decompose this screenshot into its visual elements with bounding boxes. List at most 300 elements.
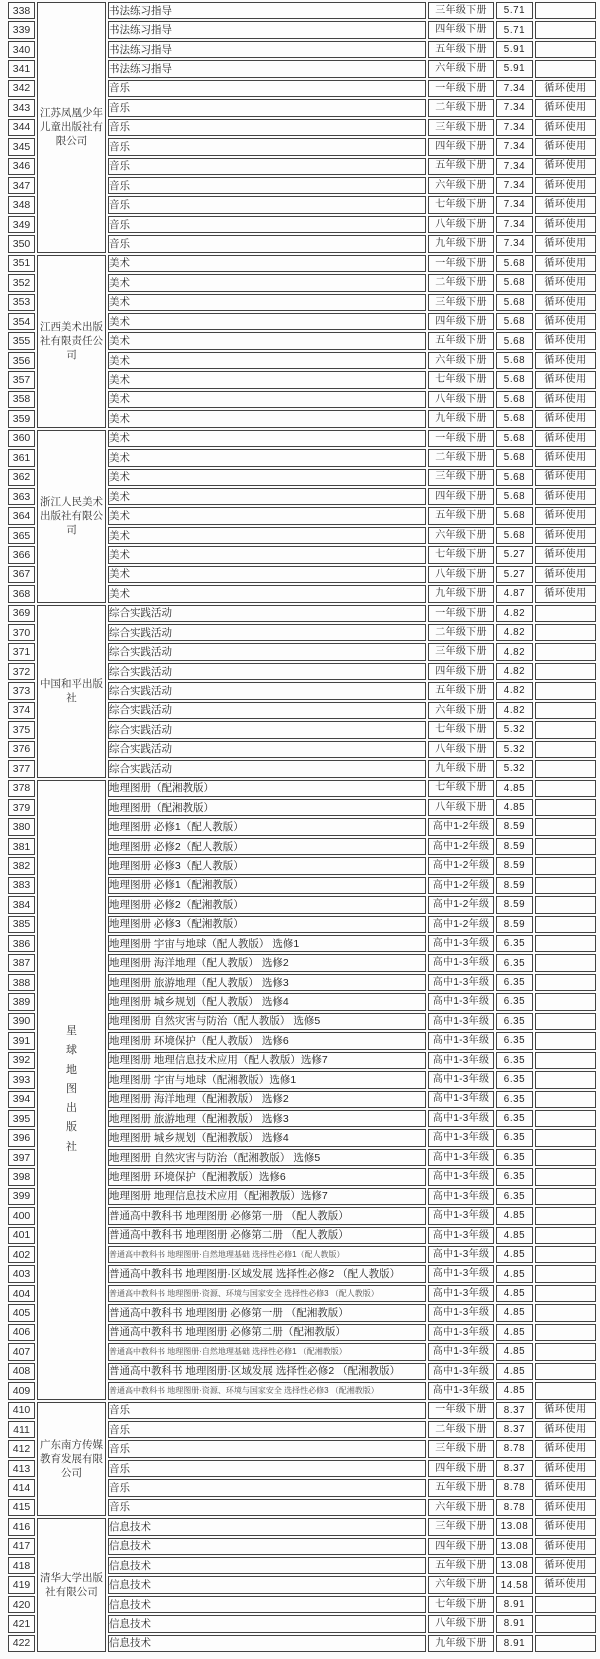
recycle-cell xyxy=(535,1615,596,1632)
row-number-cell: 374 xyxy=(8,702,35,719)
recycle-cell xyxy=(535,21,596,38)
title-cell: 美术 xyxy=(108,469,426,486)
title-cell: 综合实践活动 xyxy=(108,741,426,758)
grade-cell: 九年级下册 xyxy=(428,1635,494,1652)
row-number-cell: 421 xyxy=(8,1615,35,1632)
row-number-cell: 414 xyxy=(8,1479,35,1496)
title-cell: 地理图册 必修3（配湘教版） xyxy=(108,916,426,933)
row-number-cell: 367 xyxy=(8,566,35,583)
recycle-cell: 循环使用 xyxy=(535,585,596,602)
price-cell: 7.34 xyxy=(496,158,533,175)
row-number-cell: 394 xyxy=(8,1091,35,1108)
recycle-cell: 循环使用 xyxy=(535,216,596,233)
row-number-cell: 420 xyxy=(8,1596,35,1613)
grade-cell: 七年级下册 xyxy=(428,721,494,738)
title-cell: 美术 xyxy=(108,332,426,349)
price-cell: 5.27 xyxy=(496,546,533,563)
price-cell: 8.91 xyxy=(496,1615,533,1632)
title-cell: 美术 xyxy=(108,430,426,447)
row-number-cell: 351 xyxy=(8,255,35,272)
grade-cell: 高中1-3年级 xyxy=(428,1149,494,1166)
grade-cell: 七年级下册 xyxy=(428,780,494,797)
title-cell: 地理图册 地理信息技术应用（配湘教版）选修7 xyxy=(108,1188,426,1205)
row-number-cell: 357 xyxy=(8,371,35,388)
grade-cell: 四年级下册 xyxy=(428,21,494,38)
row-number-cell: 371 xyxy=(8,643,35,660)
row-number-cell: 390 xyxy=(8,1013,35,1030)
grade-cell: 六年级下册 xyxy=(428,1499,494,1516)
recycle-cell xyxy=(535,1149,596,1166)
title-cell: 地理图册 必修2（配湘教版） xyxy=(108,896,426,913)
grade-cell: 八年级下册 xyxy=(428,566,494,583)
price-cell: 4.85 xyxy=(496,1285,533,1302)
recycle-cell xyxy=(535,1052,596,1069)
grade-cell: 高中1-2年级 xyxy=(428,916,494,933)
row-number-cell: 407 xyxy=(8,1343,35,1360)
price-cell: 6.35 xyxy=(496,1052,533,1069)
price-cell: 4.82 xyxy=(496,624,533,641)
price-cell: 8.37 xyxy=(496,1460,533,1477)
grade-cell: 七年级下册 xyxy=(428,371,494,388)
price-cell: 14.58 xyxy=(496,1576,533,1593)
recycle-cell xyxy=(535,1168,596,1185)
recycle-cell xyxy=(535,1265,596,1282)
grade-cell: 二年级下册 xyxy=(428,1421,494,1438)
grade-cell: 六年级下册 xyxy=(428,177,494,194)
recycle-cell: 循环使用 xyxy=(535,566,596,583)
price-cell: 4.85 xyxy=(496,1304,533,1321)
grade-cell: 高中1-3年级 xyxy=(428,1052,494,1069)
title-cell: 地理图册（配湘教版） xyxy=(108,799,426,816)
row-number-cell: 366 xyxy=(8,546,35,563)
row-number-cell: 346 xyxy=(8,158,35,175)
grade-cell: 三年级下册 xyxy=(428,119,494,136)
row-number-cell: 360 xyxy=(8,430,35,447)
recycle-cell xyxy=(535,954,596,971)
title-cell: 美术 xyxy=(108,313,426,330)
grade-cell: 高中1-2年级 xyxy=(428,877,494,894)
recycle-cell xyxy=(535,643,596,660)
grade-cell: 四年级下册 xyxy=(428,488,494,505)
row-number-cell: 387 xyxy=(8,954,35,971)
row-number-cell: 350 xyxy=(8,235,35,252)
price-cell: 6.35 xyxy=(496,1091,533,1108)
table-row xyxy=(8,1402,596,1419)
title-cell: 音乐 xyxy=(108,138,426,155)
grade-cell: 八年级下册 xyxy=(428,391,494,408)
row-number-cell: 347 xyxy=(8,177,35,194)
table-row xyxy=(8,430,596,447)
recycle-cell: 循环使用 xyxy=(535,274,596,291)
title-cell: 信息技术 xyxy=(108,1557,426,1574)
price-cell: 5.68 xyxy=(496,469,533,486)
recycle-cell xyxy=(535,877,596,894)
title-cell: 信息技术 xyxy=(108,1538,426,1555)
title-cell: 音乐 xyxy=(108,177,426,194)
title-cell: 综合实践活动 xyxy=(108,643,426,660)
row-number-cell: 362 xyxy=(8,469,35,486)
title-cell: 地理图册 自然灾害与防治（配人教版） 选修5 xyxy=(108,1013,426,1030)
price-cell: 8.59 xyxy=(496,916,533,933)
title-cell: 信息技术 xyxy=(108,1518,426,1535)
price-cell: 6.35 xyxy=(496,1168,533,1185)
recycle-cell: 循环使用 xyxy=(535,1499,596,1516)
recycle-cell xyxy=(535,1227,596,1244)
row-number-cell: 397 xyxy=(8,1149,35,1166)
price-cell: 4.82 xyxy=(496,605,533,622)
publisher-cell xyxy=(37,255,106,428)
row-number-cell: 405 xyxy=(8,1304,35,1321)
title-cell: 地理图册 必修2（配人教版） xyxy=(108,838,426,855)
recycle-cell xyxy=(535,780,596,797)
price-cell: 13.08 xyxy=(496,1538,533,1555)
grade-cell: 五年级下册 xyxy=(428,507,494,524)
row-number-cell: 392 xyxy=(8,1052,35,1069)
row-number-cell: 361 xyxy=(8,449,35,466)
grade-cell: 三年级下册 xyxy=(428,469,494,486)
recycle-cell: 循环使用 xyxy=(535,1557,596,1574)
publisher-cell xyxy=(37,2,106,253)
row-number-cell: 345 xyxy=(8,138,35,155)
row-number-cell: 406 xyxy=(8,1324,35,1341)
grade-cell: 五年级下册 xyxy=(428,41,494,58)
row-number-cell: 359 xyxy=(8,410,35,427)
price-cell: 8.59 xyxy=(496,838,533,855)
price-cell: 4.85 xyxy=(496,1246,533,1263)
price-cell: 8.78 xyxy=(496,1499,533,1516)
grade-cell: 高中1-3年级 xyxy=(428,993,494,1010)
grade-cell: 高中1-3年级 xyxy=(428,1265,494,1282)
grade-cell: 六年级下册 xyxy=(428,352,494,369)
table-row xyxy=(8,1518,596,1535)
title-cell: 地理图册 环境保护（配湘教版）选修6 xyxy=(108,1168,426,1185)
price-cell: 6.35 xyxy=(496,974,533,991)
title-cell: 美术 xyxy=(108,391,426,408)
recycle-cell xyxy=(535,1188,596,1205)
price-cell: 4.85 xyxy=(496,780,533,797)
price-cell: 13.08 xyxy=(496,1518,533,1535)
grade-cell: 四年级下册 xyxy=(428,138,494,155)
recycle-cell xyxy=(535,1071,596,1088)
price-cell: 6.35 xyxy=(496,1188,533,1205)
row-number-cell: 419 xyxy=(8,1576,35,1593)
row-number-cell: 402 xyxy=(8,1246,35,1263)
price-cell: 5.71 xyxy=(496,2,533,19)
price-cell: 5.32 xyxy=(496,721,533,738)
grade-cell: 高中1-2年级 xyxy=(428,896,494,913)
recycle-cell xyxy=(535,974,596,991)
grade-cell: 二年级下册 xyxy=(428,449,494,466)
price-cell: 5.68 xyxy=(496,488,533,505)
grade-cell: 一年级下册 xyxy=(428,255,494,272)
grade-cell: 高中1-3年级 xyxy=(428,1091,494,1108)
price-cell: 6.35 xyxy=(496,1129,533,1146)
title-cell: 普通高中教科书 地理图册·区域发展 选择性必修2 （配人教版） xyxy=(108,1265,426,1282)
title-cell: 美术 xyxy=(108,527,426,544)
grade-cell: 高中1-3年级 xyxy=(428,1110,494,1127)
price-cell: 5.68 xyxy=(496,391,533,408)
recycle-cell: 循环使用 xyxy=(535,1479,596,1496)
grade-cell: 四年级下册 xyxy=(428,663,494,680)
recycle-cell xyxy=(535,1091,596,1108)
title-cell: 综合实践活动 xyxy=(108,624,426,641)
title-cell: 信息技术 xyxy=(108,1576,426,1593)
row-number-cell: 412 xyxy=(8,1440,35,1457)
publisher-name: 浙江人民美术出版社有限公司 xyxy=(40,495,103,537)
title-cell: 音乐 xyxy=(108,216,426,233)
price-cell: 5.68 xyxy=(496,449,533,466)
row-number-cell: 378 xyxy=(8,780,35,797)
title-cell: 地理图册 地理信息技术应用（配人教版）选修7 xyxy=(108,1052,426,1069)
price-cell: 6.35 xyxy=(496,1032,533,1049)
table-row xyxy=(8,2,596,19)
title-cell: 美术 xyxy=(108,585,426,602)
price-cell: 5.32 xyxy=(496,760,533,777)
recycle-cell: 循环使用 xyxy=(535,391,596,408)
price-cell: 5.68 xyxy=(496,371,533,388)
price-cell: 8.59 xyxy=(496,857,533,874)
row-number-cell: 401 xyxy=(8,1227,35,1244)
recycle-cell xyxy=(535,916,596,933)
recycle-cell: 循环使用 xyxy=(535,196,596,213)
recycle-cell: 循环使用 xyxy=(535,294,596,311)
recycle-cell xyxy=(535,1285,596,1302)
grade-cell: 一年级下册 xyxy=(428,80,494,97)
row-number-cell: 353 xyxy=(8,294,35,311)
title-cell: 地理图册 宇宙与地球（配湘教版）选修1 xyxy=(108,1071,426,1088)
price-cell: 6.35 xyxy=(496,954,533,971)
price-cell: 7.34 xyxy=(496,216,533,233)
row-number-cell: 384 xyxy=(8,896,35,913)
price-cell: 8.59 xyxy=(496,896,533,913)
title-cell: 音乐 xyxy=(108,99,426,116)
row-number-cell: 364 xyxy=(8,507,35,524)
title-cell: 音乐 xyxy=(108,235,426,252)
publisher-cell xyxy=(37,430,106,603)
grade-cell: 高中1-2年级 xyxy=(428,857,494,874)
recycle-cell xyxy=(535,1246,596,1263)
row-number-cell: 381 xyxy=(8,838,35,855)
recycle-cell: 循环使用 xyxy=(535,158,596,175)
recycle-cell: 循环使用 xyxy=(535,1576,596,1593)
row-number-cell: 370 xyxy=(8,624,35,641)
recycle-cell xyxy=(535,702,596,719)
price-cell: 4.82 xyxy=(496,682,533,699)
row-number-cell: 409 xyxy=(8,1382,35,1399)
price-cell: 4.85 xyxy=(496,1227,533,1244)
recycle-cell: 循环使用 xyxy=(535,1538,596,1555)
grade-cell: 六年级下册 xyxy=(428,1576,494,1593)
publisher-name: 广东南方传媒教育发展有限公司 xyxy=(40,1438,103,1479)
price-cell: 5.91 xyxy=(496,41,533,58)
title-cell: 美术 xyxy=(108,274,426,291)
row-number-cell: 382 xyxy=(8,857,35,874)
price-cell: 8.91 xyxy=(496,1635,533,1652)
title-cell: 音乐 xyxy=(108,158,426,175)
grade-cell: 高中1-3年级 xyxy=(428,1246,494,1263)
title-cell: 普通高中教科书 地理图册 必修第二册 （配人教版） xyxy=(108,1227,426,1244)
title-cell: 地理图册 海洋地理（配人教版） 选修2 xyxy=(108,954,426,971)
publisher-cell xyxy=(37,780,106,1400)
publisher-cell xyxy=(37,1518,106,1652)
title-cell: 地理图册 海洋地理（配湘教版） 选修2 xyxy=(108,1091,426,1108)
grade-cell: 高中1-3年级 xyxy=(428,1032,494,1049)
price-cell: 5.68 xyxy=(496,274,533,291)
recycle-cell: 循环使用 xyxy=(535,332,596,349)
price-cell: 6.35 xyxy=(496,993,533,1010)
textbook-price-table xyxy=(6,0,598,1654)
title-cell: 美术 xyxy=(108,449,426,466)
title-cell: 地理图册 旅游地理（配人教版） 选修3 xyxy=(108,974,426,991)
title-cell: 美术 xyxy=(108,294,426,311)
recycle-cell: 循环使用 xyxy=(535,1518,596,1535)
grade-cell: 三年级下册 xyxy=(428,1518,494,1535)
grade-cell: 一年级下册 xyxy=(428,430,494,447)
price-cell: 4.85 xyxy=(496,1382,533,1399)
title-cell: 普通高中教科书 地理图册·资源、环境与国家安全 选择性必修3 （配湘教版） xyxy=(108,1382,426,1399)
grade-cell: 高中1-2年级 xyxy=(428,818,494,835)
title-cell: 地理图册 宇宙与地球（配人教版） 选修1 xyxy=(108,935,426,952)
price-cell: 8.37 xyxy=(496,1421,533,1438)
grade-cell: 七年级下册 xyxy=(428,546,494,563)
table-row xyxy=(8,780,596,797)
row-number-cell: 395 xyxy=(8,1110,35,1127)
recycle-cell: 循环使用 xyxy=(535,469,596,486)
row-number-cell: 411 xyxy=(8,1421,35,1438)
title-cell: 美术 xyxy=(108,371,426,388)
grade-cell: 六年级下册 xyxy=(428,702,494,719)
title-cell: 美术 xyxy=(108,566,426,583)
price-cell: 7.34 xyxy=(496,177,533,194)
price-cell: 5.68 xyxy=(496,507,533,524)
recycle-cell xyxy=(535,682,596,699)
grade-cell: 高中1-3年级 xyxy=(428,1324,494,1341)
recycle-cell xyxy=(535,1363,596,1380)
grade-cell: 二年级下册 xyxy=(428,99,494,116)
grade-cell: 四年级下册 xyxy=(428,1538,494,1555)
row-number-cell: 338 xyxy=(8,2,35,19)
title-cell: 书法练习指导 xyxy=(108,41,426,58)
price-cell: 4.82 xyxy=(496,702,533,719)
grade-cell: 高中1-3年级 xyxy=(428,935,494,952)
recycle-cell: 循环使用 xyxy=(535,177,596,194)
price-cell: 5.68 xyxy=(496,352,533,369)
title-cell: 地理图册 城乡规划（配人教版） 选修4 xyxy=(108,993,426,1010)
grade-cell: 高中1-3年级 xyxy=(428,1227,494,1244)
row-number-cell: 352 xyxy=(8,274,35,291)
row-number-cell: 417 xyxy=(8,1538,35,1555)
row-number-cell: 400 xyxy=(8,1207,35,1224)
row-number-cell: 393 xyxy=(8,1071,35,1088)
title-cell: 美术 xyxy=(108,546,426,563)
grade-cell: 八年级下册 xyxy=(428,1615,494,1632)
title-cell: 美术 xyxy=(108,352,426,369)
title-cell: 普通高中教科书 地理图册 必修第一册 （配湘教版） xyxy=(108,1304,426,1321)
grade-cell: 高中1-3年级 xyxy=(428,1343,494,1360)
price-cell: 6.35 xyxy=(496,1071,533,1088)
title-cell: 美术 xyxy=(108,255,426,272)
table-body xyxy=(8,2,596,1652)
price-cell: 8.59 xyxy=(496,818,533,835)
price-cell: 4.85 xyxy=(496,1363,533,1380)
row-number-cell: 375 xyxy=(8,721,35,738)
row-number-cell: 413 xyxy=(8,1460,35,1477)
recycle-cell: 循环使用 xyxy=(535,1460,596,1477)
title-cell: 普通高中教科书 地理图册 必修第二册（配湘教版） xyxy=(108,1324,426,1341)
publisher-name: 星球地图出版社 xyxy=(66,1025,77,1153)
recycle-cell xyxy=(535,799,596,816)
recycle-cell xyxy=(535,760,596,777)
price-cell: 4.82 xyxy=(496,643,533,660)
recycle-cell: 循环使用 xyxy=(535,430,596,447)
grade-cell: 高中1-3年级 xyxy=(428,1168,494,1185)
row-number-cell: 339 xyxy=(8,21,35,38)
price-cell: 5.68 xyxy=(496,313,533,330)
grade-cell: 高中1-3年级 xyxy=(428,974,494,991)
recycle-cell xyxy=(535,1207,596,1224)
recycle-cell xyxy=(535,663,596,680)
recycle-cell: 循环使用 xyxy=(535,507,596,524)
row-number-cell: 408 xyxy=(8,1363,35,1380)
grade-cell: 八年级下册 xyxy=(428,216,494,233)
price-cell: 5.68 xyxy=(496,527,533,544)
grade-cell: 五年级下册 xyxy=(428,158,494,175)
title-cell: 音乐 xyxy=(108,1499,426,1516)
price-cell: 4.85 xyxy=(496,1265,533,1282)
recycle-cell xyxy=(535,1382,596,1399)
row-number-cell: 342 xyxy=(8,80,35,97)
row-number-cell: 376 xyxy=(8,741,35,758)
recycle-cell xyxy=(535,896,596,913)
recycle-cell xyxy=(535,935,596,952)
publisher-name: 江苏凤凰少年儿童出版社有限公司 xyxy=(40,107,103,148)
row-number-cell: 383 xyxy=(8,877,35,894)
grade-cell: 高中1-3年级 xyxy=(428,1129,494,1146)
title-cell: 音乐 xyxy=(108,1440,426,1457)
recycle-cell xyxy=(535,1304,596,1321)
recycle-cell: 循环使用 xyxy=(535,1402,596,1419)
title-cell: 普通高中教科书 地理图册·区域发展 选择性必修2 （配湘教版） xyxy=(108,1363,426,1380)
recycle-cell: 循环使用 xyxy=(535,1421,596,1438)
title-cell: 地理图册 必修3（配人教版） xyxy=(108,857,426,874)
recycle-cell xyxy=(535,993,596,1010)
recycle-cell xyxy=(535,605,596,622)
title-cell: 综合实践活动 xyxy=(108,663,426,680)
title-cell: 美术 xyxy=(108,488,426,505)
title-cell: 音乐 xyxy=(108,119,426,136)
price-cell: 5.71 xyxy=(496,21,533,38)
grade-cell: 五年级下册 xyxy=(428,1479,494,1496)
price-cell: 5.68 xyxy=(496,255,533,272)
row-number-cell: 404 xyxy=(8,1285,35,1302)
price-cell: 6.35 xyxy=(496,1110,533,1127)
grade-cell: 一年级下册 xyxy=(428,605,494,622)
grade-cell: 四年级下册 xyxy=(428,1460,494,1477)
grade-cell: 高中1-3年级 xyxy=(428,1285,494,1302)
recycle-cell: 循环使用 xyxy=(535,410,596,427)
title-cell: 音乐 xyxy=(108,1460,426,1477)
title-cell: 普通高中教科书 地理图册·自然地理基础 选择性必修1 （配湘教版） xyxy=(108,1343,426,1360)
title-cell: 信息技术 xyxy=(108,1596,426,1613)
title-cell: 书法练习指导 xyxy=(108,2,426,19)
grade-cell: 五年级下册 xyxy=(428,332,494,349)
recycle-cell: 循环使用 xyxy=(535,138,596,155)
price-cell: 7.34 xyxy=(496,196,533,213)
publisher-name: 江西美术出版社有限责任公司 xyxy=(40,320,103,362)
recycle-cell: 循环使用 xyxy=(535,546,596,563)
row-number-cell: 398 xyxy=(8,1168,35,1185)
title-cell: 地理图册 环境保护（配人教版） 选修6 xyxy=(108,1032,426,1049)
